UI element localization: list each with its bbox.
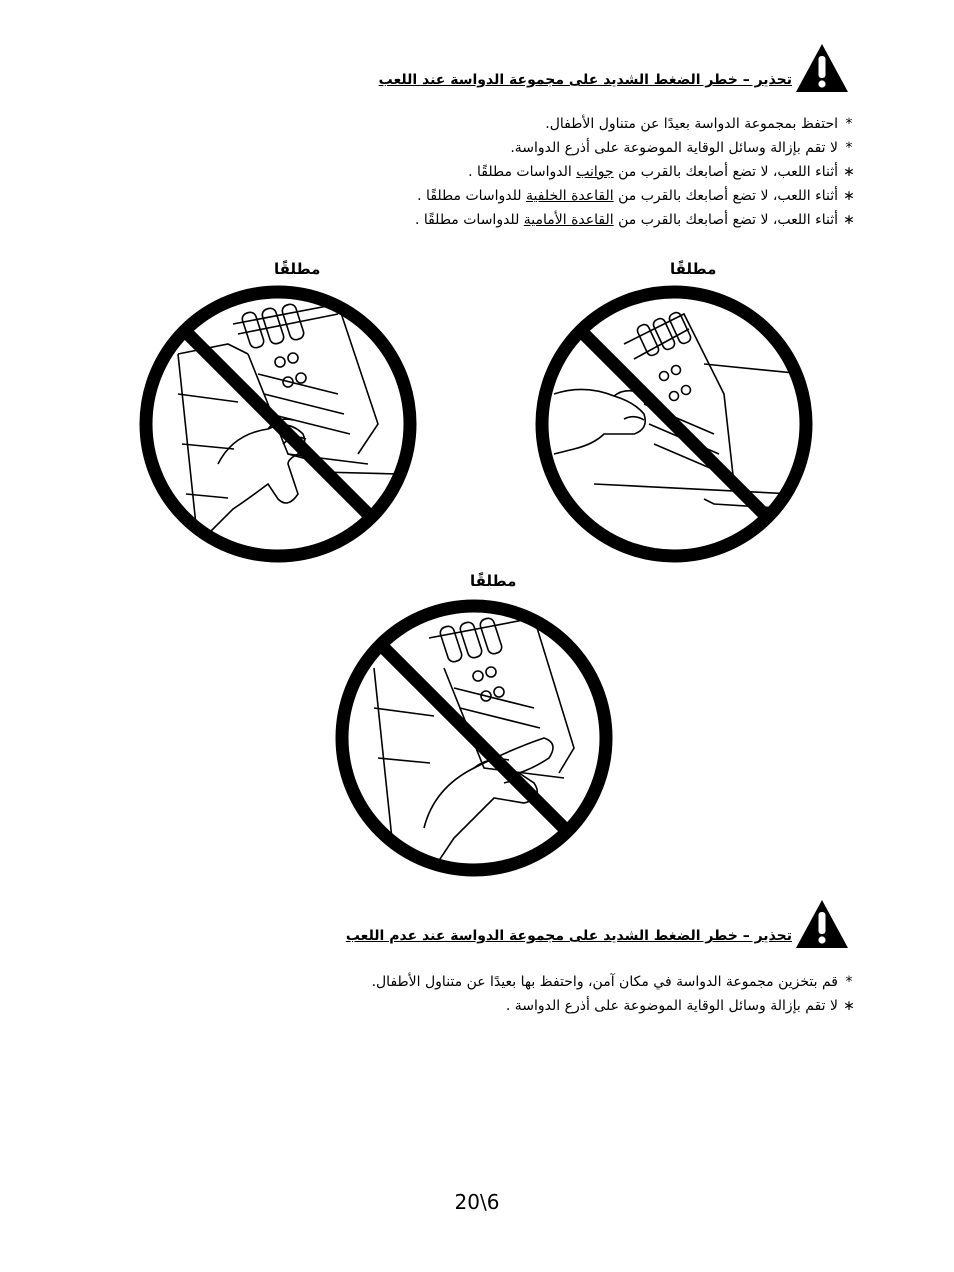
page-number: 20\6 xyxy=(454,1190,500,1214)
list-item: ∗أثناء اللعب، لا تضع أصابعك بالقرب من القاعدة الأمامية للدواسات مطلقًا . xyxy=(414,212,855,228)
list-item: *لا تقم بإزالة وسائل الوقاية الموضوعة على أذرع الدواسة. xyxy=(510,140,853,156)
warning-triangle-icon xyxy=(794,898,850,950)
warning-header-2 xyxy=(346,894,850,950)
warning-triangle-icon xyxy=(794,42,850,94)
list-item: *احتفظ بمجموعة الدواسة بعيدًا عن متناول الأطفال. xyxy=(545,116,853,132)
figure-label-bottom: مطلقًا xyxy=(470,572,517,590)
figure-right-pedal-illustration xyxy=(534,284,814,564)
warning-header-1 xyxy=(379,38,850,94)
warning-title-1: تحذير – خطر الضغط الشديد على مجموعة الدواسة عند اللعب xyxy=(378,72,792,88)
figure-bottom-pedal-illustration xyxy=(334,598,614,878)
warning-list-2 xyxy=(372,970,856,1018)
list-item: ∗لا تقم بإزالة وسائل الوقاية الموضوعة على أذرع الدواسة . xyxy=(505,998,855,1014)
prohibition-slash xyxy=(581,331,767,517)
figure-left-pedal-illustration xyxy=(138,284,418,564)
list-item: *قم بتخزين مجموعة الدواسة في مكان آمن، واحتفظ بها بعيدًا عن متناول الأطفال. xyxy=(371,974,853,990)
figure-label-right: مطلقًا xyxy=(670,260,717,278)
prohibition-slash xyxy=(185,331,371,517)
list-item: ∗أثناء اللعب، لا تضع أصابعك بالقرب من جوانب الدواسات مطلقًا . xyxy=(468,164,855,180)
warning-list-1 xyxy=(415,112,856,232)
warning-title-2: تحذير – خطر الضغط الشديد على مجموعة الدواسة عند عدم اللعب xyxy=(345,928,792,944)
figure-label-left: مطلقًا xyxy=(274,260,321,278)
list-item: ∗أثناء اللعب، لا تضع أصابعك بالقرب من القاعدة الخلفية للدواسات مطلقًا . xyxy=(417,188,855,204)
